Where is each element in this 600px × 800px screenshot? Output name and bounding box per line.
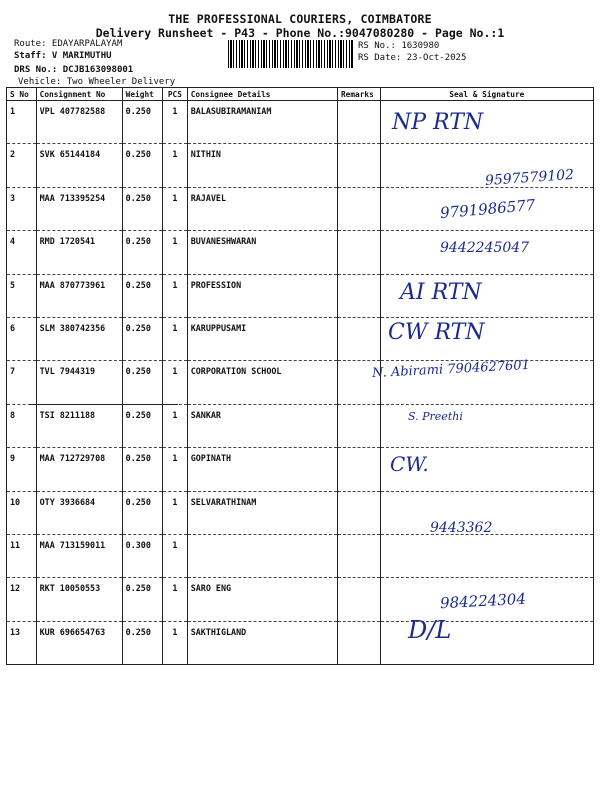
cell-remarks [337,187,380,230]
cell-remarks [337,491,380,534]
signature-10: 9443362 [430,520,493,536]
cell-remarks [337,578,380,621]
cell-weight: 0.250 [122,578,162,621]
company-title: THE PROFESSIONAL COURIERS, COIMBATORE [168,12,432,26]
cell-sno: 1 [7,101,37,144]
cell-pcs: 1 [163,534,188,577]
cell-consignee: SANKAR [187,404,337,447]
signature-1: NP RTN [392,110,484,135]
cell-remarks [337,144,380,187]
signature-3: 9791986577 [439,195,537,223]
cell-consignee: CORPORATION SCHOOL [187,361,337,404]
cell-weight: 0.250 [122,361,162,404]
cell-consignee: PROFESSION [187,274,337,317]
cell-weight: 0.250 [122,101,162,144]
cell-consignee: BUVANESHWARAN [187,231,337,274]
table-row [7,491,594,534]
cell-sno: 11 [7,534,37,577]
cell-sno: 5 [7,274,37,317]
cell-consignment-no: MAA 712729708 [36,448,122,491]
cell-consignment-no: RMD 1720541 [36,231,122,274]
cell-sno: 13 [7,621,37,664]
signature-4: 9442245047 [440,240,530,256]
cell-consignment-no: KUR 696654763 [36,621,122,664]
header-consignment: Consignment No [36,88,122,101]
header-weight: Weight [122,88,162,101]
cell-weight: 0.250 [122,231,162,274]
table-row [7,534,594,577]
cell-weight: 0.250 [122,144,162,187]
rs-info [358,41,466,64]
cell-sno: 12 [7,578,37,621]
cell-sno: 10 [7,491,37,534]
cell-consignment-no: SVK 65144184 [36,144,122,187]
cell-pcs: 1 [163,448,188,491]
cell-sno: 7 [7,361,37,404]
rs-date: RS Date: 23-Oct-2025 [358,52,467,63]
barcode-image [228,40,354,68]
cell-pcs: 1 [163,491,188,534]
cell-pcs: 1 [163,404,188,447]
cell-consignment-no: MAA 870773961 [36,274,122,317]
cell-sno: 3 [7,187,37,230]
signature-5: AI RTN [400,280,482,305]
header-sno: S No [7,88,37,101]
cell-weight: 0.250 [122,621,162,664]
cell-consignee: SARO ENG [187,578,337,621]
cell-seal-signature [380,534,593,577]
cell-consignee: NITHIN [187,144,337,187]
cell-consignee [187,534,337,577]
cell-consignment-no: MAA 713395254 [36,187,122,230]
cell-consignee: RAJAVEL [187,187,337,230]
cell-remarks [337,274,380,317]
cell-remarks [337,101,380,144]
cell-pcs: 1 [163,231,188,274]
table-header-row [7,88,594,101]
cell-remarks [337,448,380,491]
cell-sno: 9 [7,448,37,491]
cell-remarks [337,534,380,577]
table-row [7,621,594,664]
cell-sno: 8 [7,404,37,447]
cell-consignment-no: SLM 380742356 [36,317,122,360]
cell-sno: 4 [7,231,37,274]
cell-consignment-no: RKT 10050553 [36,578,122,621]
cell-weight: 0.250 [122,317,162,360]
staff: Staff: V MARIMUTHU [14,50,112,61]
signature-12: D/L [408,616,452,644]
signature-6: CW RTN [388,320,485,345]
cell-consignee: GOPINATH [187,448,337,491]
cell-remarks [337,317,380,360]
cell-pcs: 1 [163,274,188,317]
signature-7: N. Abirami 7904627601 [371,357,531,382]
cell-consignment-no: TSI 8211188 [36,404,122,447]
cell-pcs: 1 [163,621,188,664]
signature-8: S. Preethi [408,410,463,423]
cell-pcs: 1 [163,578,188,621]
cell-pcs: 1 [163,101,188,144]
cell-weight: 0.250 [122,187,162,230]
drs-number: DRS No.: DCJB163098001 [14,65,134,75]
vehicle: Vehicle: Two Wheeler Delivery [18,76,176,87]
cell-remarks [337,231,380,274]
cell-pcs: 1 [163,317,188,360]
cell-consignment-no: VPL 407782588 [36,101,122,144]
cell-pcs: 1 [163,187,188,230]
cell-consignee: BALASUBIRAMANIAM [187,101,337,144]
route-info [14,39,175,88]
runsheet-subtitle: Delivery Runsheet - P43 - Phone No.:9047080280 - Page No.:1 [95,26,505,40]
header-remarks: Remarks [337,88,380,101]
table-row [7,317,594,360]
signature-11: 984224304 [439,589,527,613]
signature-2: 9597579102 [484,166,575,190]
table-row [7,448,594,491]
cell-consignee: KARUPPUSAMI [187,317,337,360]
cell-pcs: 1 [163,361,188,404]
cell-weight: 0.250 [122,491,162,534]
cell-consignment-no: OTY 3936684 [36,491,122,534]
signature-9: CW. [390,452,429,476]
cell-consignment-no: MAA 713159011 [36,534,122,577]
cell-pcs: 1 [163,144,188,187]
cell-consignee: SELVARATHINAM [187,491,337,534]
cell-sno: 2 [7,144,37,187]
cell-weight: 0.250 [122,274,162,317]
cell-remarks [337,404,380,447]
header-consignee: Consignee Details [187,88,337,101]
table-row [7,274,594,317]
rs-number: RS No.: 1630980 [358,41,440,51]
header-pcs: PCS [163,88,188,101]
route: Route: EDAYARPALAYAM [14,39,123,49]
cell-consignee: SAKTHIGLAND [187,621,337,664]
cell-weight: 0.250 [122,404,162,447]
strike-through-line [30,404,178,405]
header-seal: Seal & Signature [380,88,593,101]
cell-sno: 6 [7,317,37,360]
cell-remarks [337,621,380,664]
cell-consignment-no: TVL 7944319 [36,361,122,404]
table-row [7,101,594,144]
cell-weight: 0.250 [122,448,162,491]
cell-weight: 0.300 [122,534,162,577]
table-row [7,404,594,447]
